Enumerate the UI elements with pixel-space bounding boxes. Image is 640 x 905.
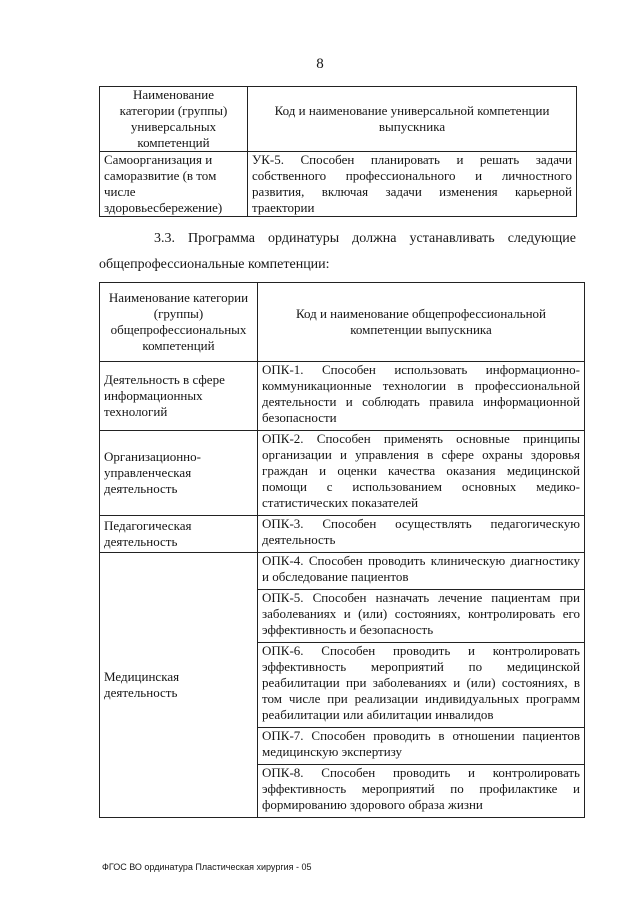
competence-cell: УК-5. Способен планировать и решать задачи собственного профессионального и личностного развития, включая задачи изменения карьерной траектории (248, 152, 577, 217)
table-row (100, 553, 585, 590)
table-row (100, 152, 577, 217)
table-header-row (100, 283, 585, 362)
category-cell: Деятельность в сфере информационных технологий (100, 362, 258, 431)
competence-cell: ОПК-7. Способен проводить в отношении пациентов медицинскую экспертизу (258, 728, 585, 765)
competence-cell: ОПК-2. Способен применять основные принципы организации и управления в сфере охраны здоровья граждан и оценки качества оказания медицинской помощи с использованием основных медико-статистических показателей (258, 431, 585, 516)
document-footer: ФГОС ВО ординатура Пластическая хирургия - 05 (102, 862, 312, 872)
category-cell: Самоорганизация и саморазвитие (в том числе здоровьесбережение) (100, 152, 248, 217)
table-row (100, 431, 585, 516)
header-competence-cell: Код и наименование универсальной компетенции выпускника (248, 87, 577, 152)
competence-cell: ОПК-1. Способен использовать информационно-коммуникационные технологии в профессиональной деятельности и соблюдать правила информационной безопасности (258, 362, 585, 431)
table-header-row (100, 87, 577, 152)
general-professional-competences-table (99, 282, 585, 818)
category-cell: Медицинская деятельность (100, 553, 258, 818)
table-row (100, 362, 585, 431)
page-number: 8 (316, 56, 324, 72)
universal-competences-table (99, 86, 577, 217)
competence-cell: ОПК-6. Способен проводить и контролировать эффективность мероприятий по медицинской реабилитации при заболеваниях и (или) состояниях, в том числе при реализации индивидуальных программ реабилитации или абилитации инвалидов (258, 643, 585, 728)
category-cell: Педагогическая деятельность (100, 516, 258, 553)
header-category-cell: Наименование категории (группы) общепрофессиональных компетенций (100, 283, 258, 362)
competence-cell: ОПК-3. Способен осуществлять педагогическую деятельность (258, 516, 585, 553)
header-competence-cell: Код и наименование общепрофессиональной компетенции выпускника (258, 283, 585, 362)
competence-cell: ОПК-8. Способен проводить и контролировать эффективность мероприятий по профилактике и формированию здорового образа жизни (258, 765, 585, 818)
category-cell: Организационно-управленческая деятельность (100, 431, 258, 516)
competence-cell: ОПК-4. Способен проводить клиническую диагностику и обследование пациентов (258, 553, 585, 590)
table-row (100, 516, 585, 553)
competence-cell: ОПК-5. Способен назначать лечение пациентам при заболеваниях и (или) состояниях, контролировать его эффективность и безопасность (258, 590, 585, 643)
paragraph-line-1: 3.3. Программа ординатуры должна устанавливать следующие (154, 231, 576, 246)
header-category-cell: Наименование категории (группы) универсальных компетенций (100, 87, 248, 152)
paragraph-line-2: общепрофессиональные компетенции: (99, 257, 330, 272)
